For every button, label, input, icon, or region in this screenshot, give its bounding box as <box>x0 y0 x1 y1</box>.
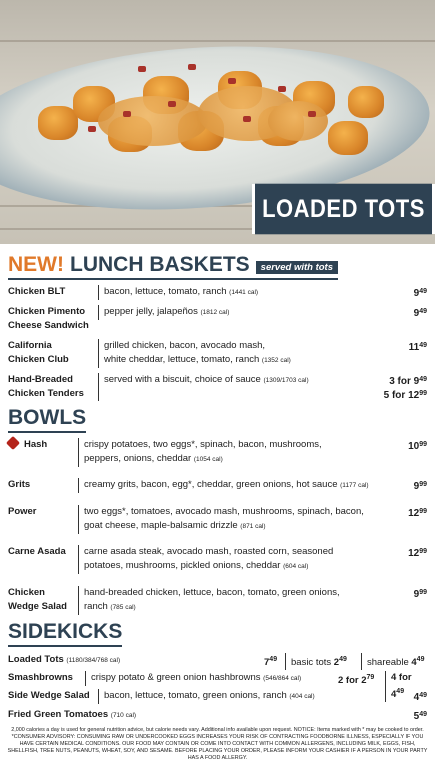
served-with-tots-label: served with tots <box>256 261 338 274</box>
item-desc: two eggs*, tomatoes, avocado mash, mushrooms, spinach, bacon, goat cheese, maple-balsamic drizzle (871 cal) <box>78 505 364 534</box>
menu-item <box>8 689 427 705</box>
item-price: $12^{99}$ <box>408 508 427 519</box>
item-price: 3 for $9^{49}$ <box>389 376 427 387</box>
item-name: California <box>8 340 52 351</box>
hero-photo <box>0 0 435 244</box>
item-name-line2: Cheese Sandwich <box>8 320 89 331</box>
item-desc: creamy grits, bacon, egg*, cheddar, green onions, hot sauce (1177 cal) <box>78 478 369 493</box>
menu-item <box>8 373 427 401</box>
item-name-line2: Wedge Salad <box>8 601 67 612</box>
item-name: Fried Green Tomatoes (710 cal) <box>8 709 137 720</box>
item-name: Chicken BLT <box>8 286 66 297</box>
menu-item <box>8 586 427 614</box>
sidekicks-header <box>8 620 122 647</box>
item-name: Chicken Pimento <box>8 306 86 317</box>
item-name-line2: Chicken Club <box>8 354 69 365</box>
item-desc: crispy potato & green onion hashbrowns (546/864 cal) <box>85 671 301 686</box>
smashbrowns-price-2: 2 for $2^{79}$ <box>338 674 375 687</box>
item-price: $9^{49}$ <box>413 288 427 299</box>
menu-item <box>8 478 427 494</box>
item-desc: carne asada steak, avocado mash, roasted corn, seasoned potatoes, mushrooms, pickled onions, cheddar (604 cal) <box>78 545 333 574</box>
badge-label: LOADED TOTS <box>255 184 432 235</box>
item-price: $4^{49}$ <box>413 692 427 703</box>
disclaimer-text: 2,000 calories a day is used for general nutrition advice, but calorie needs vary. Additional info available upon request. NOTICE: Items marked with * may be cooked to order. *CONSUMER ADVISORY: CONSUMING RAW OR UNDERCOOKED EGGS INCREASES YOUR RISK OF CONTRACTING FOODBORNE ILLNESS, ESPECIALLY IF YOU HAVE CERTAIN MEDICAL CONDITIONS. OUR FOOD MAY CONTAIN OR COME INTO CONTACT WITH COMMON ALLERGENS, INCLUDING MILK, EGGS, FISH, SHELLFISH, TREE NUTS, PEANUTS, WHEAT, SOY, AND SESAME. BEFORE PLACING YOUR ORDER, PLEASE INFORM YOUR CASHIER IF A PERSON IN YOUR PARTY HAS A FOOD ALLERGY. <box>7 727 428 761</box>
item-desc: grilled chicken, bacon, avocado mash, white cheddar, lettuce, tomato, ranch (1352 cal) <box>98 339 291 368</box>
item-desc: served with a biscuit, choice of sauce (1309/1703 cal) <box>98 373 309 401</box>
item-name: Smashbrowns <box>8 672 73 683</box>
item-desc: bacon, lettuce, tomato, ranch (1441 cal) <box>98 285 258 300</box>
item-name: Hand-Breaded <box>8 374 73 385</box>
item-name: Power <box>8 506 37 517</box>
menu-item <box>8 505 427 533</box>
item-price: $9^{99}$ <box>413 481 427 492</box>
bowls-header <box>8 406 86 433</box>
menu-item <box>8 339 427 367</box>
menu-item <box>8 305 427 333</box>
lunch-baskets-header <box>8 253 338 280</box>
item-desc: crispy potatoes, two eggs*, spinach, bacon, mushrooms, peppers, onions, cheddar (1054 cal) <box>78 438 322 467</box>
shareable-tots: shareable $4^{49}$ <box>361 653 424 670</box>
item-price: $5^{49}$ <box>413 711 427 722</box>
section-title-lunch: LUNCH BASKETS <box>70 253 250 276</box>
item-price: $11^{49}$ <box>408 342 427 353</box>
item-desc: bacon, lettuce, tomato, green onions, ranch (404 cal) <box>98 689 315 704</box>
item-name: Hash <box>8 438 47 452</box>
item-price: $10^{99}$ <box>408 441 427 452</box>
item-desc: pepper jelly, jalapeños (1812 cal) <box>98 305 229 320</box>
item-name: Grits <box>8 479 31 490</box>
menu-item <box>8 708 427 724</box>
item-price: $12^{99}$ <box>408 548 427 559</box>
item-name: Side Wedge Salad <box>8 690 90 701</box>
loaded-tots-badge <box>252 184 435 234</box>
menu-item <box>8 653 427 669</box>
section-title-sidekicks: SIDEKICKS <box>8 620 123 643</box>
loaded-tots-image <box>28 56 388 168</box>
item-name: Loaded Tots (1180/384/768 cal) <box>8 654 121 665</box>
new-label: NEW! <box>8 253 64 276</box>
smashbrowns-price-4: 4 for $4^{49}$ <box>385 671 427 702</box>
loaded-tots-price: $7^{49}$ <box>264 656 278 669</box>
item-price: $9^{99}$ <box>413 589 427 600</box>
menu-item <box>8 285 427 301</box>
item-desc: hand-breaded chicken, lettuce, bacon, tomato, green onions, ranch (785 cal) <box>78 586 340 615</box>
item-price-2: 5 for $12^{99}$ <box>383 390 427 401</box>
item-name: Carne Asada <box>8 546 66 557</box>
basic-tots: basic tots $2^{49}$ <box>285 653 347 670</box>
menu-item <box>8 545 427 573</box>
item-price: $9^{49}$ <box>413 308 427 319</box>
menu-item <box>8 438 427 466</box>
item-name: Chicken <box>8 587 45 598</box>
item-name-line2: Chicken Tenders <box>8 388 84 399</box>
section-title-bowls: BOWLS <box>8 406 87 429</box>
maple-leaf-icon <box>6 436 20 450</box>
